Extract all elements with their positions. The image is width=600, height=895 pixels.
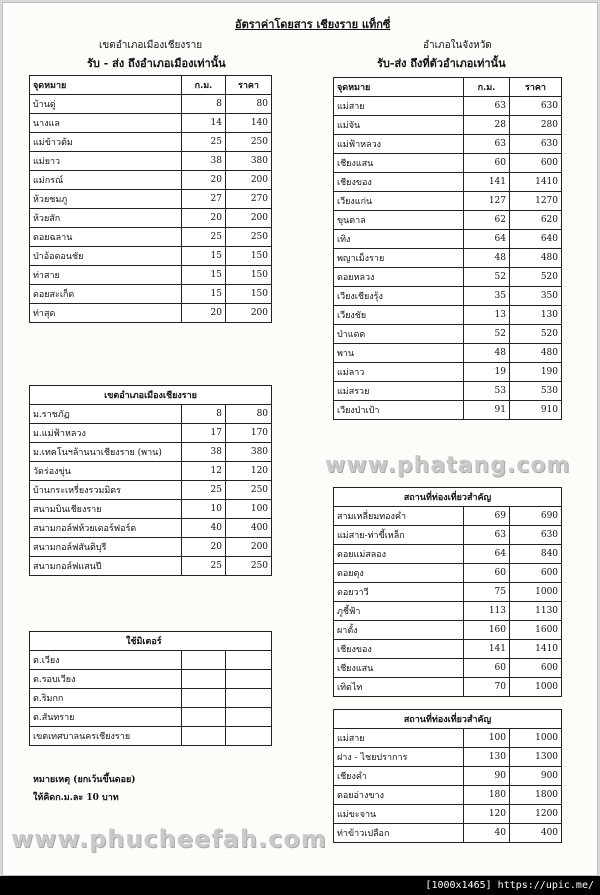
table-row bbox=[334, 97, 562, 116]
table-row bbox=[334, 748, 562, 767]
table-row bbox=[334, 211, 562, 230]
destination-cell: ดอยสะเก็ด bbox=[30, 285, 182, 304]
destination-cell: เชียงแสน bbox=[334, 154, 464, 173]
table-row bbox=[30, 519, 272, 538]
table-row bbox=[30, 285, 272, 304]
price-cell: 250 bbox=[226, 228, 272, 247]
price-cell: 1270 bbox=[510, 192, 562, 211]
destination-cell: เชียงคำ bbox=[334, 767, 464, 786]
price-cell: 280 bbox=[510, 116, 562, 135]
km-cell: 20 bbox=[182, 304, 226, 323]
price-cell bbox=[226, 708, 272, 727]
destination-cell: แม่สรวย bbox=[334, 382, 464, 401]
price-cell: 600 bbox=[510, 564, 562, 583]
km-cell: 10 bbox=[182, 500, 226, 519]
table-row bbox=[30, 443, 272, 462]
table-row bbox=[334, 154, 562, 173]
price-cell: 520 bbox=[510, 325, 562, 344]
table-row bbox=[334, 659, 562, 678]
price-cell: 380 bbox=[226, 152, 272, 171]
km-cell: 64 bbox=[464, 545, 510, 564]
table-row bbox=[334, 564, 562, 583]
footer-label[interactable]: [1000x1465] https://upic.me/ bbox=[425, 880, 594, 891]
km-cell: 120 bbox=[464, 805, 510, 824]
destination-cell: สนามกอล์ฟแสนปี bbox=[30, 557, 182, 576]
destination-cell: ห้วยชมภู bbox=[30, 190, 182, 209]
table-row bbox=[30, 133, 272, 152]
price-cell: 250 bbox=[226, 481, 272, 500]
tourist-fare-table-1 bbox=[333, 487, 562, 697]
table-header-row bbox=[30, 76, 272, 95]
destination-cell: แม่กรณ์ bbox=[30, 171, 182, 190]
table-row bbox=[334, 135, 562, 154]
table-row bbox=[334, 230, 562, 249]
col-destination: จุดหมาย bbox=[30, 76, 182, 95]
left-subheading: รับ - ส่ง ถึงอำเภอเมืองเท่านั้น bbox=[87, 57, 226, 70]
price-cell: 350 bbox=[510, 287, 562, 306]
km-cell: 17 bbox=[182, 424, 226, 443]
table-row bbox=[30, 670, 272, 689]
destination-cell: เทิดไท bbox=[334, 678, 464, 697]
meter-area-table bbox=[29, 631, 272, 746]
table-row bbox=[334, 382, 562, 401]
note-line-2: ให้คิดก.ม.ละ 10 บาท bbox=[33, 793, 119, 803]
table-row bbox=[334, 192, 562, 211]
price-cell: 480 bbox=[510, 344, 562, 363]
price-cell: 600 bbox=[510, 154, 562, 173]
km-cell: 100 bbox=[464, 729, 510, 748]
km-cell: 63 bbox=[464, 135, 510, 154]
table-row bbox=[30, 190, 272, 209]
destination-cell: ท่าสุด bbox=[30, 304, 182, 323]
destination-cell: เวียงป่าเป้า bbox=[334, 401, 464, 420]
km-cell: 180 bbox=[464, 786, 510, 805]
table-row bbox=[334, 344, 562, 363]
table-row bbox=[30, 651, 272, 670]
price-cell: 1130 bbox=[510, 602, 562, 621]
destination-cell: นางแล bbox=[30, 114, 182, 133]
destination-cell: ดอยวาวี bbox=[334, 583, 464, 602]
col-destination: จุดหมาย bbox=[334, 78, 464, 97]
destination-cell: ดอยฉลาน bbox=[30, 228, 182, 247]
table-row bbox=[334, 824, 562, 843]
table-row bbox=[30, 228, 272, 247]
price-cell: 1200 bbox=[510, 805, 562, 824]
price-cell: 200 bbox=[226, 209, 272, 228]
price-cell: 910 bbox=[510, 401, 562, 420]
destination-cell: สามเหลี่ยมทองคำ bbox=[334, 507, 464, 526]
destination-cell: พาน bbox=[334, 344, 464, 363]
km-cell: 25 bbox=[182, 228, 226, 247]
price-cell: 380 bbox=[226, 443, 272, 462]
col-km: ก.ม. bbox=[182, 76, 226, 95]
destination-cell: แม่ยาว bbox=[30, 152, 182, 171]
destination-cell: ฝาง - ไชยปราการ bbox=[334, 748, 464, 767]
price-cell: 1410 bbox=[510, 640, 562, 659]
table-row bbox=[334, 173, 562, 192]
table-row bbox=[30, 266, 272, 285]
km-cell: 25 bbox=[182, 557, 226, 576]
price-cell: 190 bbox=[510, 363, 562, 382]
note-line-1: หมายเหตุ (ยกเว้นขึ้นดอย) bbox=[33, 775, 136, 785]
price-cell bbox=[226, 670, 272, 689]
table-row bbox=[334, 583, 562, 602]
district-fare-table bbox=[333, 77, 562, 420]
price-cell: 200 bbox=[226, 538, 272, 557]
km-cell: 19 bbox=[464, 363, 510, 382]
table-caption: สถานที่ท่องเที่ยวสำคัญ bbox=[334, 488, 562, 507]
price-cell: 840 bbox=[510, 545, 562, 564]
price-cell: 600 bbox=[510, 659, 562, 678]
destination-cell: ท่าข้าวเปลือก bbox=[334, 824, 464, 843]
destination-cell: แม่จัน bbox=[334, 116, 464, 135]
destination-cell: แม่ลาว bbox=[334, 363, 464, 382]
km-cell: 60 bbox=[464, 659, 510, 678]
km-cell: 48 bbox=[464, 344, 510, 363]
destination-cell: แม่ข้าวต้ม bbox=[30, 133, 182, 152]
destination-cell: ต.ริมกก bbox=[30, 689, 182, 708]
destination-cell: ดอยตุง bbox=[334, 564, 464, 583]
price-cell: 120 bbox=[226, 462, 272, 481]
km-cell: 60 bbox=[464, 564, 510, 583]
destination-cell: ดอยอ่างขาง bbox=[334, 786, 464, 805]
km-cell: 25 bbox=[182, 133, 226, 152]
table-row bbox=[30, 152, 272, 171]
destination-cell: เชียงแสน bbox=[334, 659, 464, 678]
destination-cell: ต.สันทราย bbox=[30, 708, 182, 727]
km-cell: 141 bbox=[464, 640, 510, 659]
price-cell: 900 bbox=[510, 767, 562, 786]
table-row bbox=[334, 786, 562, 805]
table-row bbox=[30, 114, 272, 133]
price-cell: 80 bbox=[226, 405, 272, 424]
km-cell: 52 bbox=[464, 325, 510, 344]
table-caption-row bbox=[30, 386, 272, 405]
price-cell: 400 bbox=[510, 824, 562, 843]
table-row bbox=[334, 116, 562, 135]
table-row bbox=[334, 621, 562, 640]
table-row bbox=[30, 462, 272, 481]
km-cell: 15 bbox=[182, 266, 226, 285]
right-heading: อำเภอในจังหวัด bbox=[423, 40, 492, 51]
destination-cell: ป่าแดด bbox=[334, 325, 464, 344]
price-cell bbox=[226, 651, 272, 670]
destination-cell: ดอยแม่สลอง bbox=[334, 545, 464, 564]
price-cell: 1410 bbox=[510, 173, 562, 192]
price-cell: 270 bbox=[226, 190, 272, 209]
table-caption: เขตอำเภอเมืองเชียงราย bbox=[30, 386, 272, 405]
price-cell: 630 bbox=[510, 526, 562, 545]
km-cell: 63 bbox=[464, 97, 510, 116]
price-cell: 100 bbox=[226, 500, 272, 519]
right-subheading: รับ-ส่ง ถึงที่ตัวอำเภอเท่านั้น bbox=[377, 57, 506, 70]
price-cell: 1800 bbox=[510, 786, 562, 805]
km-cell bbox=[182, 708, 226, 727]
table-row bbox=[30, 727, 272, 746]
destination-cell: แม่สาย bbox=[334, 729, 464, 748]
km-cell: 25 bbox=[182, 481, 226, 500]
price-cell bbox=[226, 689, 272, 708]
price-cell: 400 bbox=[226, 519, 272, 538]
km-cell: 12 bbox=[182, 462, 226, 481]
table-caption: ใช้มิเตอร์ bbox=[30, 632, 272, 651]
left-heading: เขตอำเภอเมืองเชียงราย bbox=[99, 40, 203, 51]
price-cell: 140 bbox=[226, 114, 272, 133]
price-cell: 150 bbox=[226, 266, 272, 285]
price-cell: 1000 bbox=[510, 678, 562, 697]
price-cell bbox=[226, 727, 272, 746]
price-cell: 1300 bbox=[510, 748, 562, 767]
price-cell: 530 bbox=[510, 382, 562, 401]
price-cell: 520 bbox=[510, 268, 562, 287]
table-row bbox=[30, 424, 272, 443]
price-cell: 1000 bbox=[510, 729, 562, 748]
table-row bbox=[30, 481, 272, 500]
table-row bbox=[334, 545, 562, 564]
km-cell: 63 bbox=[464, 526, 510, 545]
km-cell: 20 bbox=[182, 171, 226, 190]
table-row bbox=[334, 268, 562, 287]
watermark-top: www.phatang.com bbox=[325, 453, 571, 478]
destination-cell: เชียงของ bbox=[334, 173, 464, 192]
destination-cell: สนามกอล์ฟสันติบุรี bbox=[30, 538, 182, 557]
km-cell: 48 bbox=[464, 249, 510, 268]
destination-cell: สนามบินเชียงราย bbox=[30, 500, 182, 519]
price-cell: 480 bbox=[510, 249, 562, 268]
destination-cell: พญาเม็งราย bbox=[334, 249, 464, 268]
km-cell: 14 bbox=[182, 114, 226, 133]
destination-cell: เวียงชัย bbox=[334, 306, 464, 325]
table-row bbox=[30, 171, 272, 190]
table-row bbox=[30, 538, 272, 557]
table-row bbox=[30, 95, 272, 114]
km-cell: 113 bbox=[464, 602, 510, 621]
km-cell: 90 bbox=[464, 767, 510, 786]
table-row bbox=[30, 708, 272, 727]
km-cell: 91 bbox=[464, 401, 510, 420]
destination-cell: ท่าสาย bbox=[30, 266, 182, 285]
table-row bbox=[334, 363, 562, 382]
km-cell: 127 bbox=[464, 192, 510, 211]
destination-cell: ม.ราชภัฏ bbox=[30, 405, 182, 424]
destination-cell: ขุนตาล bbox=[334, 211, 464, 230]
table-row bbox=[30, 304, 272, 323]
km-cell: 15 bbox=[182, 285, 226, 304]
table-row bbox=[334, 526, 562, 545]
table-row bbox=[30, 247, 272, 266]
km-cell: 53 bbox=[464, 382, 510, 401]
table-row bbox=[334, 325, 562, 344]
table-caption-row bbox=[30, 632, 272, 651]
table-row bbox=[334, 249, 562, 268]
table-row bbox=[334, 767, 562, 786]
destination-cell: แม่สาย bbox=[334, 97, 464, 116]
watermark-bottom: www.phucheefah.com bbox=[11, 825, 327, 853]
table-row bbox=[334, 507, 562, 526]
destination-cell: เวียงเชียงรุ้ง bbox=[334, 287, 464, 306]
price-cell: 620 bbox=[510, 211, 562, 230]
price-cell: 630 bbox=[510, 97, 562, 116]
price-cell: 200 bbox=[226, 171, 272, 190]
destination-cell: เวียงแก่น bbox=[334, 192, 464, 211]
table-row bbox=[334, 640, 562, 659]
table-row bbox=[334, 678, 562, 697]
km-cell: 70 bbox=[464, 678, 510, 697]
price-cell: 170 bbox=[226, 424, 272, 443]
table-row bbox=[30, 209, 272, 228]
col-price: ราคา bbox=[510, 78, 562, 97]
tourist-fare-table-2 bbox=[333, 709, 562, 843]
destination-cell: ดอยหลวง bbox=[334, 268, 464, 287]
km-cell: 28 bbox=[464, 116, 510, 135]
price-cell: 150 bbox=[226, 285, 272, 304]
km-cell: 40 bbox=[464, 824, 510, 843]
km-cell: 20 bbox=[182, 209, 226, 228]
destination-cell: ป่าอ้อดอนชัย bbox=[30, 247, 182, 266]
destination-cell: สนามกอล์ฟห้วยเดอร์ฟอร์ด bbox=[30, 519, 182, 538]
table-caption-row bbox=[334, 710, 562, 729]
destination-cell: ผาตั้ง bbox=[334, 621, 464, 640]
km-cell bbox=[182, 689, 226, 708]
price-cell: 640 bbox=[510, 230, 562, 249]
km-cell: 20 bbox=[182, 538, 226, 557]
price-cell: 690 bbox=[510, 507, 562, 526]
destination-cell: ห้วยสัก bbox=[30, 209, 182, 228]
table-row bbox=[334, 602, 562, 621]
km-cell bbox=[182, 727, 226, 746]
km-cell: 75 bbox=[464, 583, 510, 602]
km-cell: 8 bbox=[182, 95, 226, 114]
destination-cell: แม่ฟ้าหลวง bbox=[334, 135, 464, 154]
city-landmark-table bbox=[29, 385, 272, 576]
table-row bbox=[334, 287, 562, 306]
km-cell: 160 bbox=[464, 621, 510, 640]
destination-cell: เชียงของ bbox=[334, 640, 464, 659]
destination-cell: เขตเทศบาลนครเชียงราย bbox=[30, 727, 182, 746]
km-cell: 141 bbox=[464, 173, 510, 192]
col-price: ราคา bbox=[226, 76, 272, 95]
km-cell: 27 bbox=[182, 190, 226, 209]
destination-cell: ต.รอบเวียง bbox=[30, 670, 182, 689]
price-cell: 150 bbox=[226, 247, 272, 266]
destination-cell: ม.แม่ฟ้าหลวง bbox=[30, 424, 182, 443]
km-cell: 60 bbox=[464, 154, 510, 173]
price-cell: 250 bbox=[226, 133, 272, 152]
document-page bbox=[7, 7, 593, 871]
destination-cell: แม่สาย-ท่าขี้เหล็ก bbox=[334, 526, 464, 545]
table-row bbox=[30, 405, 272, 424]
document-title: อัตราค่าโดยสาร เชียงราย แท็กซี่ bbox=[235, 18, 391, 31]
table-row bbox=[334, 805, 562, 824]
city-fare-table bbox=[29, 75, 272, 323]
destination-cell: วัดร่องขุ่น bbox=[30, 462, 182, 481]
table-row bbox=[334, 306, 562, 325]
destination-cell: ต.เวียง bbox=[30, 651, 182, 670]
price-cell: 630 bbox=[510, 135, 562, 154]
destination-cell: ภูชี้ฟ้า bbox=[334, 602, 464, 621]
destination-cell: บ้านดู่ bbox=[30, 95, 182, 114]
km-cell: 35 bbox=[464, 287, 510, 306]
table-caption: สถานที่ท่องเที่ยวสำคัญ bbox=[334, 710, 562, 729]
price-cell: 1600 bbox=[510, 621, 562, 640]
destination-cell: เทิง bbox=[334, 230, 464, 249]
col-km: ก.ม. bbox=[464, 78, 510, 97]
table-row bbox=[30, 557, 272, 576]
table-row bbox=[30, 500, 272, 519]
km-cell: 64 bbox=[464, 230, 510, 249]
price-cell: 200 bbox=[226, 304, 272, 323]
km-cell: 52 bbox=[464, 268, 510, 287]
km-cell: 130 bbox=[464, 748, 510, 767]
km-cell: 13 bbox=[464, 306, 510, 325]
km-cell: 69 bbox=[464, 507, 510, 526]
price-cell: 130 bbox=[510, 306, 562, 325]
table-caption-row bbox=[334, 488, 562, 507]
table-row bbox=[30, 689, 272, 708]
table-row bbox=[334, 729, 562, 748]
destination-cell: บ้านกระเหรี่ยงรวมมิตร bbox=[30, 481, 182, 500]
km-cell: 38 bbox=[182, 152, 226, 171]
km-cell: 8 bbox=[182, 405, 226, 424]
km-cell: 38 bbox=[182, 443, 226, 462]
price-cell: 1000 bbox=[510, 583, 562, 602]
table-header-row bbox=[334, 78, 562, 97]
km-cell: 40 bbox=[182, 519, 226, 538]
image-footer-bar bbox=[0, 876, 600, 895]
table-row bbox=[334, 401, 562, 420]
km-cell bbox=[182, 670, 226, 689]
destination-cell: ม.เทคโนฯล้านนาเชียงราย (พาน) bbox=[30, 443, 182, 462]
km-cell bbox=[182, 651, 226, 670]
km-cell: 62 bbox=[464, 211, 510, 230]
km-cell: 15 bbox=[182, 247, 226, 266]
destination-cell: แม่ขะจาน bbox=[334, 805, 464, 824]
price-cell: 80 bbox=[226, 95, 272, 114]
scan-frame bbox=[2, 2, 598, 876]
price-cell: 250 bbox=[226, 557, 272, 576]
